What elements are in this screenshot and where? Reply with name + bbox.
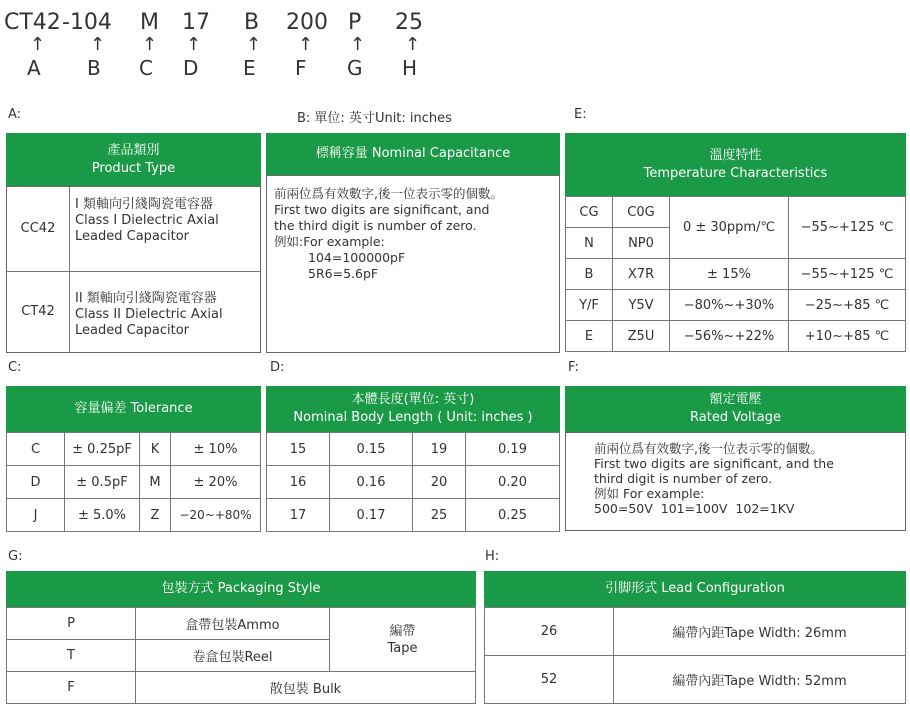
packaging-header: 包裝方式 Packaging Style — [6, 571, 476, 607]
capacitance-example: 5R6=5.6pF — [308, 266, 379, 281]
table-cell: Z5U — [613, 321, 670, 352]
table-cell: −80%~+30% — [670, 290, 789, 321]
table-cell: P — [7, 608, 136, 640]
section-a-label: A: — [8, 107, 22, 122]
temperature-header-cn: 溫度特性 — [709, 147, 762, 163]
table-cell: J — [7, 499, 65, 532]
table-cell: 0.17 — [330, 499, 413, 532]
table-row — [566, 290, 906, 321]
rated-voltage-header-cn: 額定電壓 — [709, 392, 762, 407]
rated-voltage-header — [565, 386, 906, 432]
product-type-header-en: Product Type — [91, 160, 176, 176]
body-length-header-en: Nominal Body Length ( Unit: inches ) — [293, 410, 533, 425]
code-letter: C — [139, 56, 153, 80]
table-row — [267, 499, 560, 532]
tolerance-header: 容量偏差 Tolerance — [6, 386, 261, 432]
code-segment: M — [140, 10, 159, 35]
lead-config-header: 引脚形式 Lead Configuration — [484, 571, 906, 607]
table-cell: CG — [566, 197, 613, 228]
body-length-header — [266, 386, 560, 432]
table-cell: 盒帶包裝Ammo — [136, 608, 330, 640]
code-segment: P — [348, 10, 362, 35]
table-cell: F — [7, 672, 136, 704]
tolerance-table — [6, 432, 261, 532]
voltage-line: third digit is number of zero. — [594, 471, 773, 486]
table-cell: 卷盒包裝Reel — [136, 640, 330, 672]
table-row — [566, 197, 906, 228]
capacitance-example: 104=100000pF — [308, 250, 406, 265]
product-desc-cn: I 類軸向引綫陶瓷電容器 — [75, 197, 213, 212]
code-segment: 200 — [286, 10, 328, 35]
capacitance-line: the third digit is number of zero. — [274, 218, 477, 233]
table-cell — [330, 608, 476, 672]
table-cell: 編帶內距Tape Width: 26mm — [614, 608, 906, 656]
code-letter: G — [347, 56, 363, 80]
table-cell: Y5V — [613, 290, 670, 321]
table-cell: B — [566, 259, 613, 290]
table-cell: X7R — [613, 259, 670, 290]
up-arrow-icon: ↑ — [186, 34, 202, 55]
table-cell: 0.15 — [330, 433, 413, 466]
product-desc-en: Leaded Capacitor — [75, 229, 190, 244]
table-row — [267, 466, 560, 499]
table-row — [7, 466, 261, 499]
code-segment: CT42 — [4, 10, 61, 35]
table-cell: 0 ± 30ppm/℃ — [670, 197, 789, 259]
product-type-header-cn: 產品類別 — [107, 142, 160, 158]
table-row — [7, 608, 476, 640]
product-desc-cc42 — [75, 197, 219, 245]
up-arrow-icon: ↑ — [90, 34, 106, 55]
voltage-line: First two digits are significant, and the — [594, 456, 834, 471]
table-cell: 20 — [413, 466, 466, 499]
nominal-capacitance-header: 標稱容量 Nominal Capacitance — [266, 133, 560, 175]
code-letter: D — [183, 56, 199, 80]
table-cell: ± 0.25pF — [65, 433, 140, 466]
up-arrow-icon: ↑ — [246, 34, 262, 55]
up-arrow-icon: ↑ — [405, 34, 421, 55]
product-code-ct42: CT42 — [21, 304, 55, 319]
product-desc-en: Class I Dielectric Axial — [75, 213, 219, 228]
table-row — [7, 433, 261, 466]
table-cell: C — [7, 433, 65, 466]
table-cell: E — [566, 321, 613, 352]
product-type-header — [6, 133, 261, 186]
capacitance-line: 前兩位爲有效數字,後一位表示零的個數。 — [274, 186, 503, 201]
code-segment: 25 — [395, 10, 423, 35]
code-letter: B — [87, 56, 101, 80]
table-row — [566, 321, 906, 352]
table-row — [566, 259, 906, 290]
table-cell: D — [7, 466, 65, 499]
table-cell: C0G — [613, 197, 670, 228]
table-row — [485, 656, 906, 704]
code-letter: H — [402, 56, 418, 80]
up-arrow-icon: ↑ — [142, 34, 158, 55]
product-desc-en: Class II Dielectric Axial — [75, 307, 223, 322]
table-cell: 0.25 — [466, 499, 560, 532]
table-row — [7, 672, 476, 704]
table-cell: 0.20 — [466, 466, 560, 499]
product-desc-cn: II 類軸向引綫陶瓷電容器 — [75, 291, 217, 306]
table-cell: 散包裝 Bulk — [136, 672, 476, 704]
table-row — [7, 499, 261, 532]
table-cell: −20~+80% — [171, 499, 261, 532]
up-arrow-icon: ↑ — [298, 34, 314, 55]
table-cell: 19 — [413, 433, 466, 466]
section-h-label: H: — [485, 549, 500, 564]
table-cell: −55~+125 ℃ — [789, 259, 906, 290]
tape-en: Tape — [387, 640, 418, 656]
product-code-cc42: CC42 — [20, 221, 56, 236]
table-cell: K — [140, 433, 171, 466]
table-cell: ± 10% — [171, 433, 261, 466]
table-cell: ± 5.0% — [65, 499, 140, 532]
rated-voltage-header-en: Rated Voltage — [690, 410, 781, 425]
table-cell: −56%~+22% — [670, 321, 789, 352]
voltage-example: 500=50V 101=100V 102=1KV — [594, 501, 795, 516]
table-cell: 17 — [267, 499, 330, 532]
table-cell: 0.16 — [330, 466, 413, 499]
table-cell: NP0 — [613, 228, 670, 259]
nominal-capacitance-text — [274, 186, 503, 282]
product-type-table — [6, 186, 261, 353]
table-cell: 0.19 — [466, 433, 560, 466]
code-letter: F — [295, 56, 307, 80]
body-length-table — [266, 432, 560, 532]
temperature-table — [565, 196, 906, 352]
up-arrow-icon: ↑ — [350, 34, 366, 55]
table-cell: Y/F — [566, 290, 613, 321]
temperature-header — [565, 133, 906, 196]
code-letter: A — [27, 56, 41, 80]
nominal-capacitance-box — [266, 175, 560, 353]
up-arrow-icon: ↑ — [30, 34, 46, 55]
product-desc-en: Leaded Capacitor — [75, 323, 190, 338]
tape-cn: 編帶 — [389, 623, 416, 639]
packaging-table — [6, 607, 476, 704]
table-cell: ± 15% — [670, 259, 789, 290]
body-length-header-cn: 本體長度(單位: 英寸) — [351, 392, 475, 407]
table-cell: +10~+85 ℃ — [789, 321, 906, 352]
table-cell: M — [140, 466, 171, 499]
voltage-line: 例如 For example: — [594, 486, 705, 501]
capacitance-line: First two digits are significant, and — [274, 202, 490, 217]
lead-config-table — [484, 607, 906, 704]
table-row — [267, 433, 560, 466]
capacitance-line: 例如:For example: — [274, 234, 385, 249]
code-segment: 17 — [182, 10, 210, 35]
rated-voltage-text — [594, 441, 834, 516]
section-e-label: E: — [574, 107, 587, 122]
code-letter: E — [243, 56, 256, 80]
table-cell: T — [7, 640, 136, 672]
section-c-label: C: — [8, 360, 22, 375]
section-g-label: G: — [8, 549, 23, 564]
table-cell: ± 0.5pF — [65, 466, 140, 499]
code-segment: B — [244, 10, 260, 35]
section-b-label: B: 單位: 英寸Unit: inches — [297, 111, 452, 126]
table-cell: 25 — [413, 499, 466, 532]
table-cell: −25~+85 ℃ — [789, 290, 906, 321]
code-segment: -104 — [62, 10, 112, 35]
section-f-label: F: — [568, 360, 579, 375]
table-cell: Z — [140, 499, 171, 532]
table-cell: 26 — [485, 608, 614, 656]
voltage-line: 前兩位爲有效數字,後一位表示零的個數。 — [594, 441, 823, 456]
product-desc-ct42 — [75, 291, 223, 339]
table-cell: −55~+125 ℃ — [789, 197, 906, 259]
table-cell: 16 — [267, 466, 330, 499]
section-d-label: D: — [270, 360, 285, 375]
rated-voltage-box — [565, 432, 906, 531]
temperature-header-en: Temperature Characteristics — [643, 165, 828, 181]
table-cell: ± 20% — [171, 466, 261, 499]
table-row — [485, 608, 906, 656]
table-cell: 52 — [485, 656, 614, 704]
table-cell: 編帶內距Tape Width: 52mm — [614, 656, 906, 704]
table-cell: N — [566, 228, 613, 259]
table-cell: 15 — [267, 433, 330, 466]
